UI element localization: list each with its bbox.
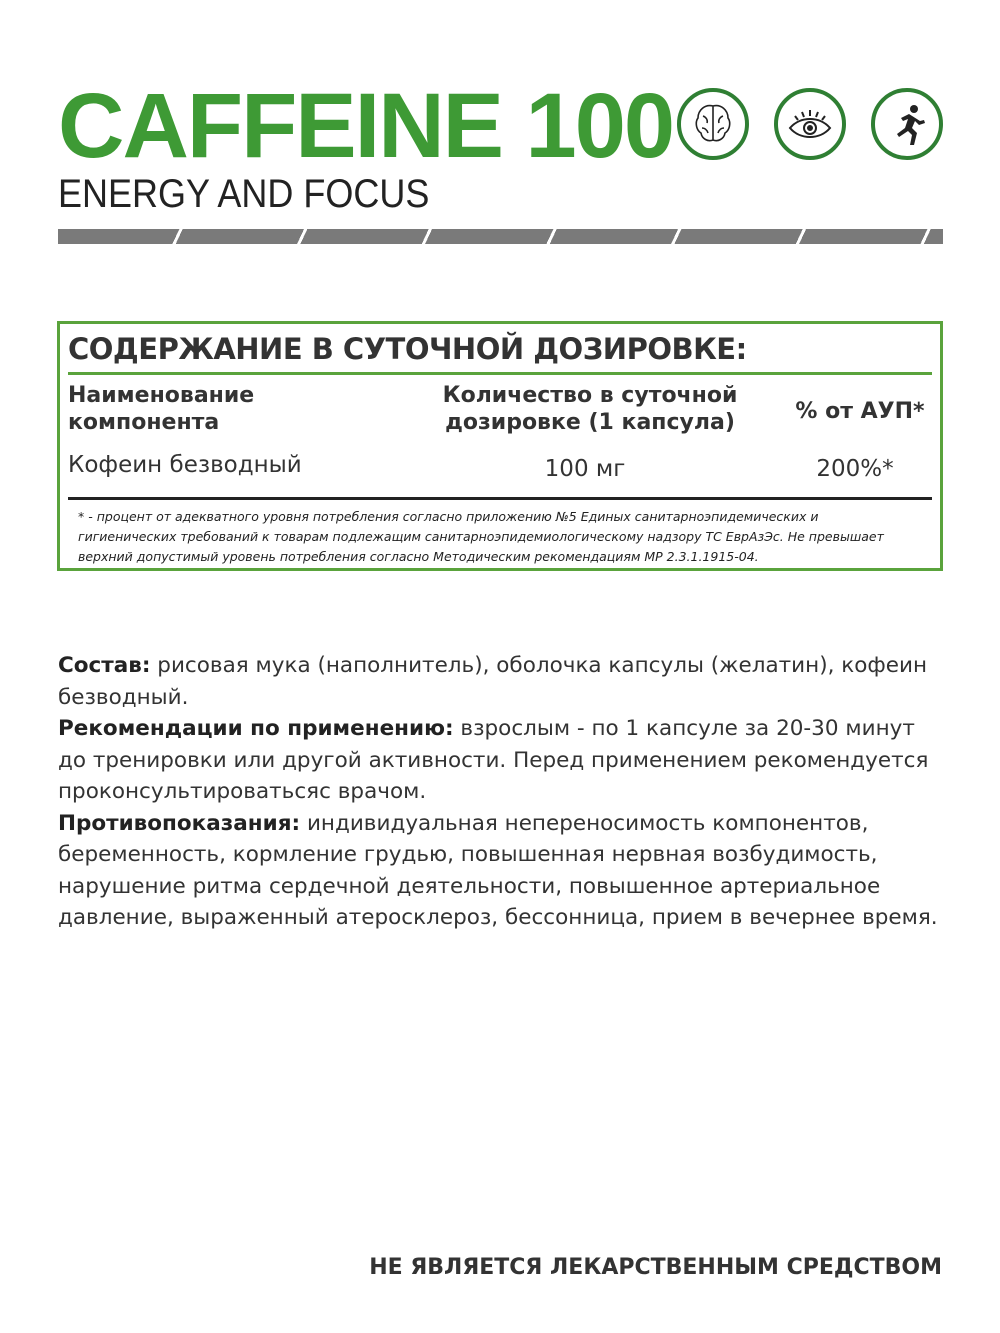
column-header-amount: Количество в суточной дозировке (1 капсула) (442, 383, 738, 435)
divider (68, 372, 932, 375)
product-subtitle: ENERGY AND FOCUS (58, 172, 430, 216)
column-header-name: Наименование компонента (68, 383, 255, 435)
usage-recommendations: Рекомендации по применению: взрослым - по 1 капсуле за 20-30 минут до тренировки или другой активности. Перед применением рекомендуется проконсультироватьсяс врачом. (58, 716, 929, 804)
row-percent: 200%* (816, 456, 894, 482)
table-heading: СОДЕРЖАНИЕ В СУТОЧНОЙ ДОЗИРОВКЕ: (68, 332, 747, 366)
contraindications: Противопоказания: индивидуальная непереносимость компонентов, беременность, кормление грудью, повышенная нервная возбудимость, нарушение ритма сердечной деятельности, повышенное артериальное давление, выраженный атеросклероз, бессонница, прием в вечернее время. (58, 810, 938, 930)
runner-icon (871, 88, 943, 160)
column-header-percent: % от АУП* (795, 399, 925, 424)
divider (68, 497, 932, 500)
nutrition-table (57, 321, 943, 571)
eye-icon (774, 88, 846, 160)
footnote: * - процент от адекватного уровня потребления согласно приложению №5 Единых санитарноэпидемических и гигиенических требований к товарам подлежащим санитарноэпидемиологическому надзору ТС ЕврАзЭс. Не превышает верхний допустимый уровень потребления согласно Методическим рекомендациям МР 2.3.1.1915-04. (78, 509, 884, 564)
brain-icon (677, 88, 749, 160)
row-amount: 100 мг (544, 456, 626, 482)
product-info (58, 650, 948, 934)
disclaimer: НЕ ЯВЛЯЕТСЯ ЛЕКАРСТВЕННЫМ СРЕДСТВОМ (369, 1255, 942, 1280)
row-name: Кофеин безводный (68, 452, 302, 478)
product-title: CAFFEINE 100 (58, 75, 674, 177)
composition: Состав: рисовая мука (наполнитель), оболочка капсулы (желатин), кофеин безводный. (58, 653, 928, 710)
decorative-stripe (58, 229, 943, 244)
